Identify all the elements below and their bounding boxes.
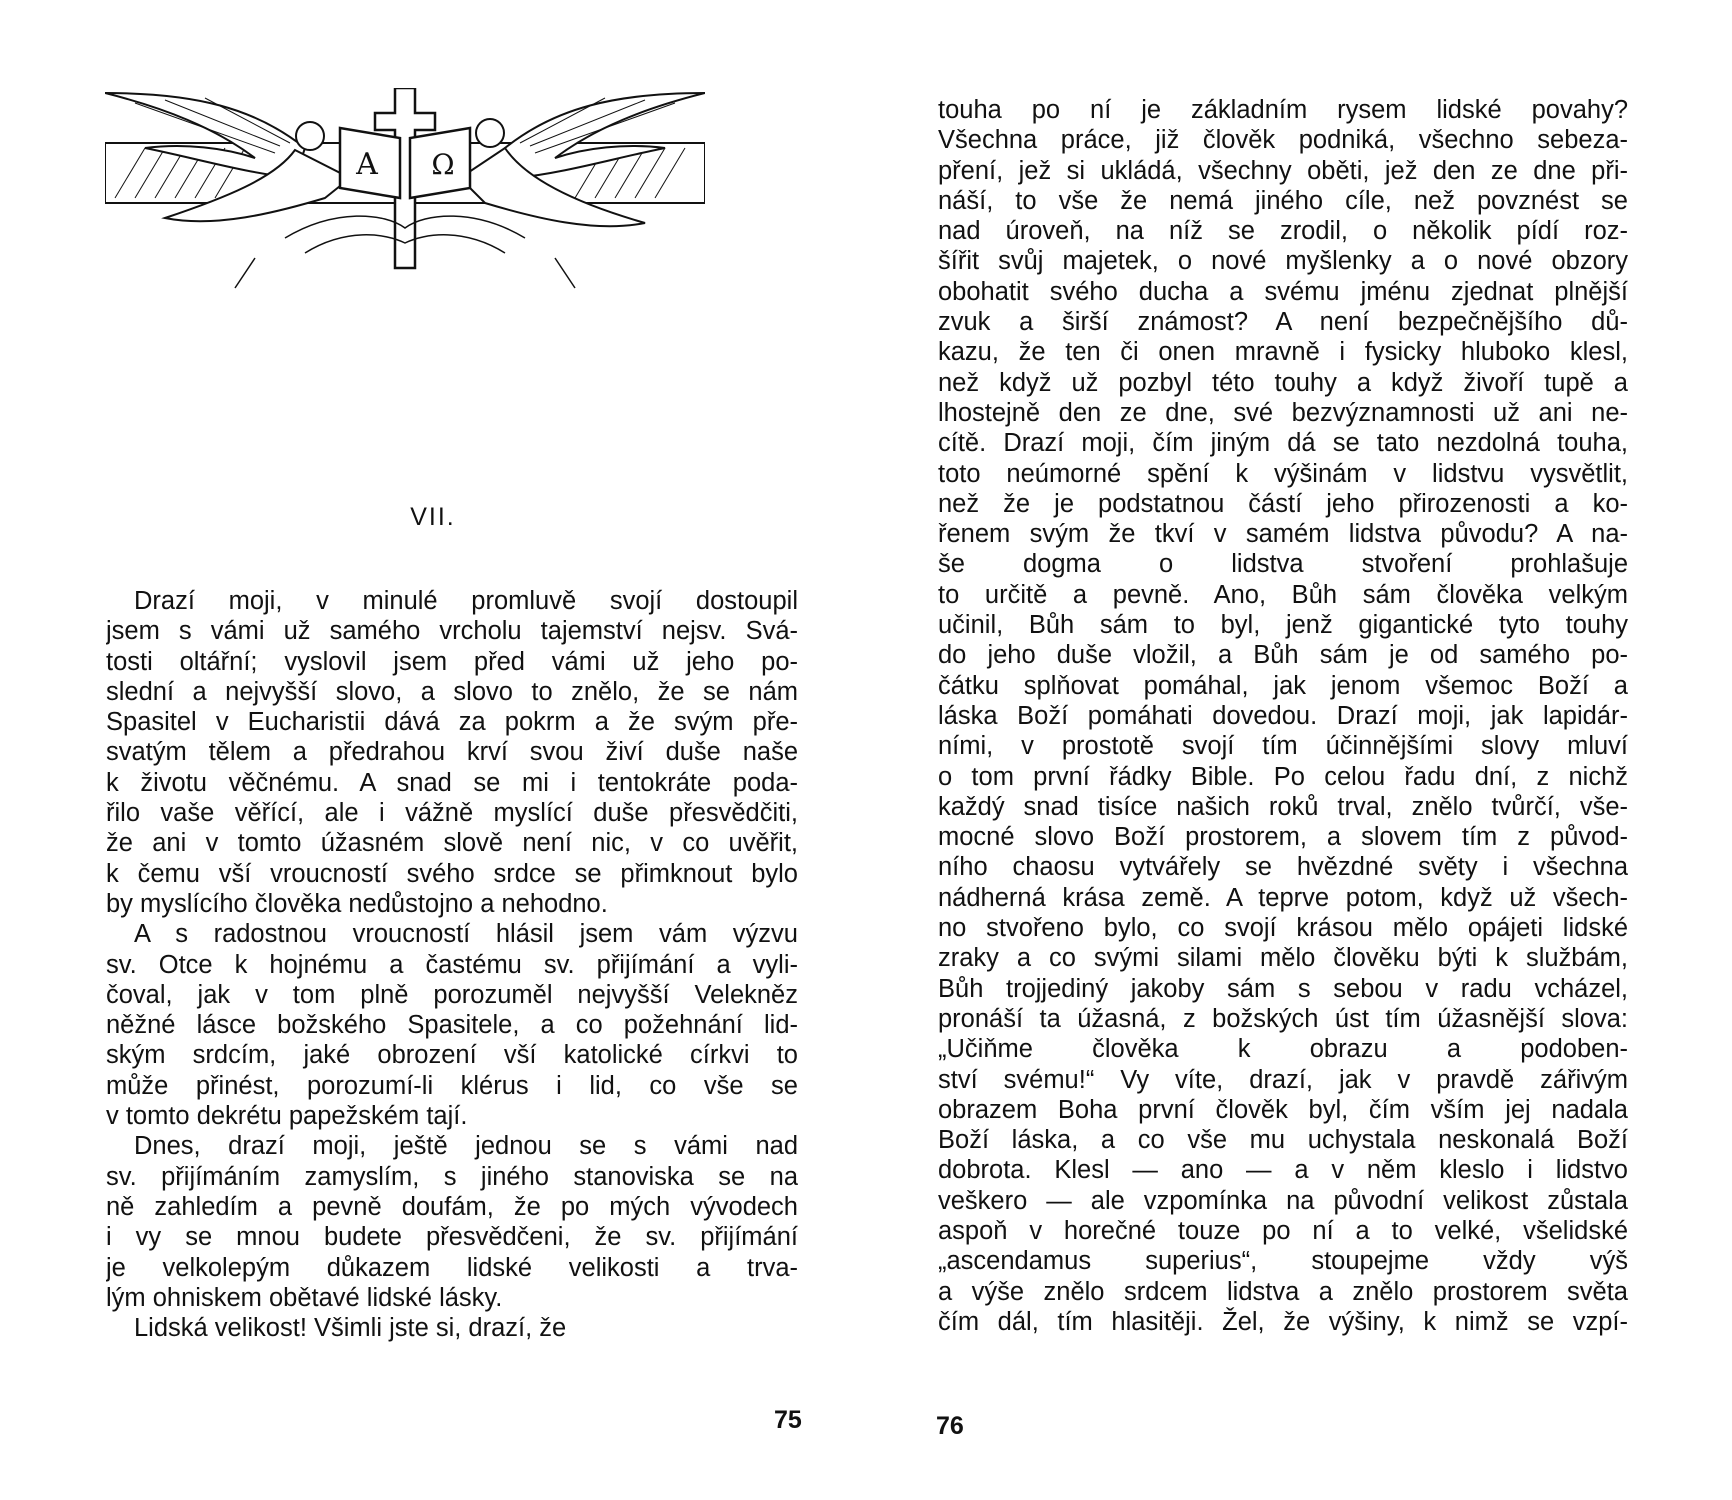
text-line: dobrota. Klesl — ano — a v něm kleslo i lidstvo [938, 1156, 1628, 1185]
text-line: obohatit svého ducha a svému jménu zjednat plnější [938, 277, 1628, 306]
text-line: ně zahledím a pevně doufám, že po mých vývodech [106, 1192, 798, 1221]
text-line: náší, to vše že nemá jiného cíle, než povznést se [938, 186, 1628, 215]
text-line: slední a nejvyšší slovo, a slovo to znělo, že se nám [106, 677, 798, 706]
text-line: no stvořeno bylo, co svojí krásou mělo opájeti lidské [938, 914, 1628, 943]
text-line: „ascendamus superius“, stoupejme vždy výš [938, 1247, 1628, 1276]
text-line: může přinést, porozumí-li klérus i lid, co vše se [106, 1071, 798, 1100]
text-line: čátku splňovat pomáhal, jak jenom všemoc Boží a [938, 671, 1628, 700]
text-line: Boží láska, a co vše mu uchystala neskonalá Boží [938, 1126, 1628, 1155]
text-line: v tomto dekrétu papežském tají. [106, 1102, 468, 1131]
text-line: Dnes, drazí moji, ještě jednou se s vámi nad [134, 1132, 798, 1161]
text-line: sv. přijímáním zamyslím, s jiného stanoviska se na [106, 1162, 798, 1191]
text-line: čoval, jak v tom plně porozuměl nejvyšší Velekněz [106, 980, 798, 1009]
alpha-letter: A [356, 147, 378, 182]
text-line: nad úroveň, na níž se zrodil, o několik pídí roz- [938, 217, 1628, 246]
text-line: nádherná krása země. A teprve potom, když už všech- [938, 883, 1628, 912]
text-line: Bůh trojjediný jakoby sám s sebou v radu vcházel, [938, 974, 1628, 1003]
text-line: o tom první řádky Bible. Po celou řadu dní, z nichž [938, 762, 1628, 791]
right-angel-head [476, 119, 504, 147]
text-line: ními, v prostotě svojí tím účinnějšími slovy mluví [938, 732, 1628, 761]
text-line: toto neúmorné spění k výšinám v lidstvu vysvětlit, [938, 459, 1628, 488]
text-line: lým ohniskem obětavé lidské lásky. [106, 1283, 503, 1312]
angels-ornament-vignette [105, 88, 705, 298]
text-line: láska Boží pomáhati dovedou. Drazí moji, jak lapidár- [938, 701, 1628, 730]
text-line: cítě. Drazí moji, čím jiným dá se tato nezdolná touha, [938, 429, 1628, 458]
text-line: kazu, že ten či onen mravně i fysicky hluboko klesl, [938, 338, 1628, 367]
omega-letter: Ω [431, 148, 455, 181]
text-line: Drazí moji, v minulé promluvě svojí dostoupil [134, 587, 798, 615]
text-line: ního chaosu vytvářely se hvězdné světy i všechna [938, 853, 1628, 882]
text-line: řilo vaše věřící, ale i vážně myslící duše přesvědčiti, [106, 799, 798, 828]
text-line: než že je podstatnou částí jeho přirozenosti a ko- [938, 489, 1628, 518]
text-line: čím dál, tím hlasitěji. Žel, že výšiny, k nimž se vzpí- [938, 1307, 1628, 1336]
text-line: veškero — ale vzpomínka na původní velikost zůstala [938, 1186, 1628, 1215]
text-line: Všechna práce, již člověk podniká, všechno sebeza- [938, 126, 1628, 155]
text-line: aspoň v horečné touze po ní a to velké, všelidské [938, 1216, 1628, 1245]
text-line: řenem svým že tkví v samém lidstva původu? A na- [938, 520, 1628, 549]
text-line: A s radostnou vroucností hlásil jsem vám výzvu [134, 920, 798, 949]
text-line: „Učiňme člověka k obrazu a podoben- [938, 1035, 1628, 1064]
text-line: Spasitel v Eucharistii dává za pokrm a že svým pře- [106, 708, 798, 737]
text-line: lhostejně den ze dne, své bezvýznamnosti už ani ne- [938, 398, 1628, 427]
text-line: i vy se mnou budete přesvědčeni, že sv. přijímání [106, 1223, 798, 1252]
left-body-text [106, 586, 798, 1343]
text-line: to určitě a pevně. Ano, Bůh sám člověka velkým [938, 580, 1628, 609]
text-line: každý snad tisíce našich roků trval, znělo tvůrčí, vše- [938, 792, 1628, 821]
text-line: něžné lásce božského Spasitele, a co požehnání lid- [106, 1011, 798, 1040]
text-line: pření, jež si ukládá, všechny oběti, jež den ze dne při- [938, 156, 1628, 185]
text-line: ství svému!“ Vy víte, drazí, jak v pravdě zářivým [938, 1065, 1628, 1094]
text-line: tosti oltářní; vyslovil jsem před vámi už jeho po- [106, 647, 798, 676]
text-line: by myslícího člověka nedůstojno a nehodno. [106, 889, 608, 918]
text-line: touha po ní je základním rysem lidské povahy? [938, 96, 1628, 124]
text-line: k čemu vší vroucností svého srdce se přimknout bylo [106, 859, 798, 888]
text-line: pronáší ta úžasná, z božských úst tím úžasnější slova: [938, 1004, 1628, 1033]
text-line: že ani v tomto úžasném slově není nic, v co uvěřit, [106, 829, 798, 858]
text-line: šířit svůj majetek, o nové myšlenky a o nové obzory [938, 247, 1628, 276]
chapter-number: VII. [410, 503, 456, 531]
text-line: a výše znělo srdcem lidstva a znělo prostorem světa [938, 1277, 1628, 1306]
right-body-text [938, 95, 1628, 1337]
text-line: zvuk a širší známost? A není bezpečnějšího dů- [938, 308, 1628, 337]
text-line: je velkolepým důkazem lidské velikosti a trva- [106, 1253, 798, 1282]
left-angel-head [296, 122, 324, 150]
text-line: mocné slovo Boží prostorem, a slovem tím z původ- [938, 823, 1628, 852]
page-number-right: 76 [936, 1412, 964, 1440]
text-line: še dogma o lidstva stvoření prohlašuje [938, 550, 1628, 579]
text-line: k životu věčnému. A snad se mi i tentokráte poda- [106, 768, 798, 797]
text-line: do jeho duše vložil, a Bůh sám je od samého po- [938, 641, 1628, 670]
text-line: než když už pozbyl této touhy a když živoří tupě a [938, 368, 1628, 397]
text-line: jsem s vámi už samého vrcholu tajemství nejsv. Svá- [106, 617, 798, 646]
page-number-left: 75 [774, 1406, 802, 1434]
text-line: ským srdcím, jaké obrození vší katolické církvi to [106, 1041, 798, 1070]
text-line: zraky a co svými silami mělo člověku býti k službám, [938, 944, 1628, 973]
text-line: Lidská velikost! Všimli jste si, drazí, že [134, 1314, 567, 1343]
text-line: obrazem Boha první člověk byl, čím vším jej nadala [938, 1095, 1628, 1124]
text-line: učinil, Bůh sám to byl, jenž gigantické tyto touhy [938, 611, 1628, 640]
right-page [866, 0, 1732, 1500]
text-line: sv. Otce k hojnému a častému sv. přijímání a vyli- [106, 950, 798, 979]
text-line: svatým tělem a předrahou krví svou živí duše naše [106, 738, 798, 767]
